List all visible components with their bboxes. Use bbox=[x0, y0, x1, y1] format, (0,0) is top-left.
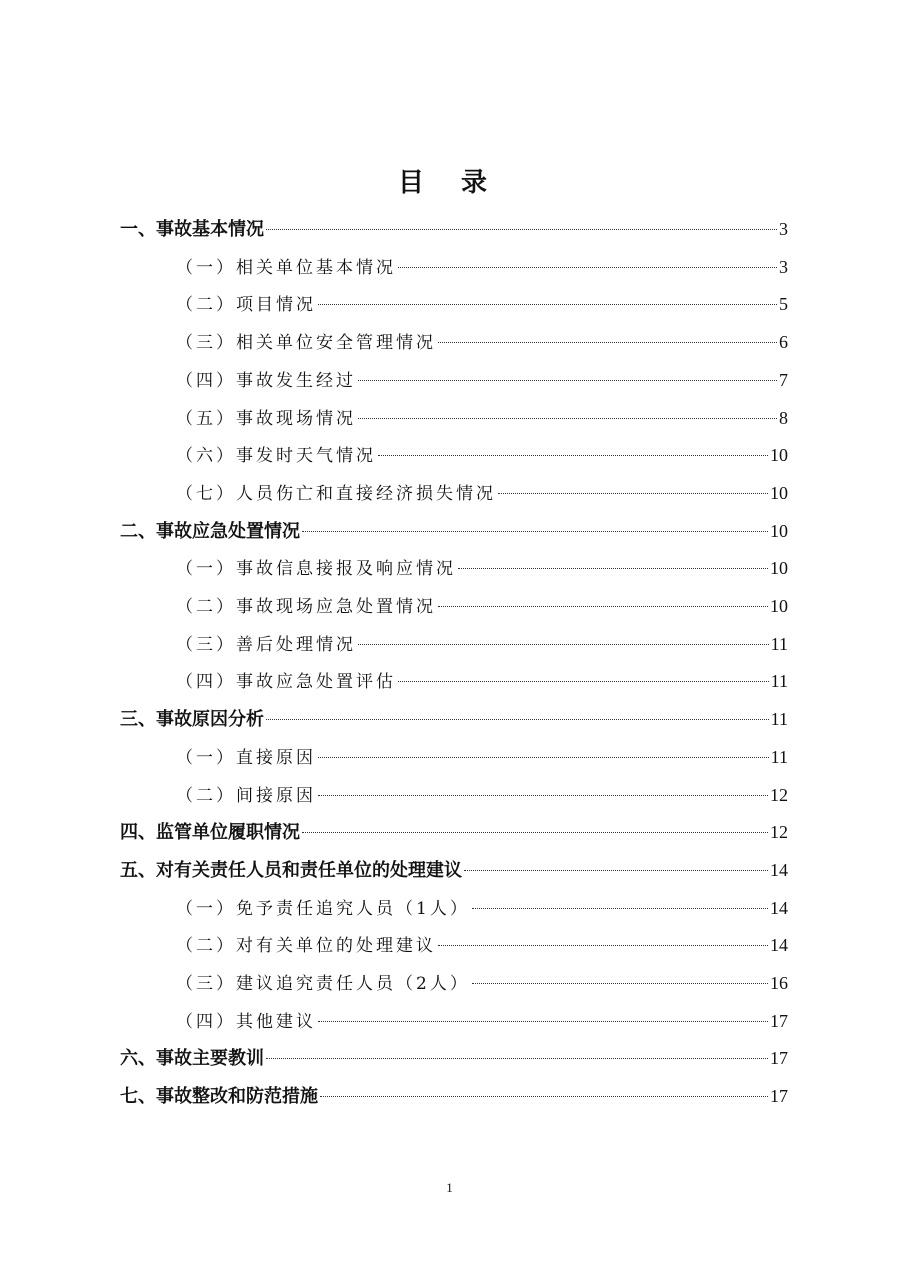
toc-entry-page-number: 8 bbox=[779, 407, 788, 428]
toc-entry-page-number: 3 bbox=[779, 219, 788, 239]
toc-entry-title: （三）相关单位安全管理情况 bbox=[176, 333, 436, 354]
toc-entry-page-number: 10 bbox=[770, 558, 788, 579]
toc-chapter-entry[interactable] bbox=[120, 814, 788, 850]
toc-entry-title: （一）免予责任追究人员（1人） bbox=[176, 898, 470, 919]
toc-dot-leader bbox=[438, 945, 768, 946]
toc-entry-page-number: 17 bbox=[770, 1086, 788, 1107]
toc-chapter-entry[interactable] bbox=[120, 852, 788, 888]
toc-section-entry[interactable] bbox=[176, 965, 788, 1001]
toc-entry-page-number: 14 bbox=[770, 897, 788, 918]
toc-chapter-entry[interactable] bbox=[120, 513, 788, 549]
toc-entry-title: （二）事故现场应急处置情况 bbox=[176, 597, 436, 617]
toc-chapter-entry[interactable] bbox=[120, 701, 788, 737]
toc-entry-title: 五、对有关责任人员和责任单位的处理建议 bbox=[120, 859, 462, 881]
toc-entry-page-number: 11 bbox=[770, 709, 788, 730]
toc-dot-leader bbox=[266, 1058, 768, 1059]
toc-entry-page-number: 10 bbox=[770, 445, 788, 466]
toc-entry-page-number: 11 bbox=[770, 633, 788, 654]
toc-section-entry[interactable] bbox=[176, 324, 788, 360]
toc-section-entry[interactable] bbox=[176, 475, 788, 511]
toc-entry-title: （三）建议追究责任人员（2人） bbox=[176, 974, 470, 994]
toc-dot-leader bbox=[302, 832, 768, 833]
toc-entry-page-number: 7 bbox=[779, 369, 788, 390]
toc-section-entry[interactable] bbox=[176, 286, 788, 322]
toc-section-entry[interactable] bbox=[176, 1003, 788, 1039]
toc-section-entry[interactable] bbox=[176, 400, 788, 436]
toc-entry-title: 二、事故应急处置情况 bbox=[120, 520, 300, 542]
toc-entry-page-number: 17 bbox=[770, 1048, 788, 1069]
toc-dot-leader bbox=[438, 342, 777, 343]
toc-entry-title: （三）善后处理情况 bbox=[176, 634, 356, 655]
toc-section-entry[interactable] bbox=[176, 249, 788, 285]
toc-section-entry[interactable] bbox=[176, 588, 788, 624]
toc-section-entry[interactable] bbox=[176, 437, 788, 473]
toc-dot-leader bbox=[398, 267, 777, 268]
toc-dot-leader bbox=[358, 418, 777, 419]
toc-entry-page-number: 10 bbox=[770, 482, 788, 503]
toc-entry-title: （一）相关单位基本情况 bbox=[176, 257, 396, 278]
toc-entry-title: 三、事故原因分析 bbox=[120, 709, 264, 731]
toc-dot-leader bbox=[318, 304, 777, 305]
toc-dot-leader bbox=[464, 870, 768, 871]
toc-chapter-entry[interactable] bbox=[120, 1040, 788, 1076]
toc-entry-page-number: 10 bbox=[770, 520, 788, 541]
toc-section-entry[interactable] bbox=[176, 890, 788, 926]
toc-entry-page-number: 12 bbox=[770, 784, 788, 805]
toc-dot-leader bbox=[398, 681, 769, 682]
page-number: 1 bbox=[446, 1180, 453, 1195]
toc-dot-leader bbox=[358, 644, 769, 645]
toc-dot-leader bbox=[358, 380, 777, 381]
toc-entry-page-number: 11 bbox=[770, 746, 788, 767]
toc-chapter-entry[interactable] bbox=[120, 211, 788, 247]
toc-entry-page-number: 6 bbox=[779, 332, 788, 353]
toc-dot-leader bbox=[302, 531, 768, 532]
toc-entry-title: 一、事故基本情况 bbox=[120, 219, 264, 240]
toc-dot-leader bbox=[318, 757, 769, 758]
toc-entry-title: 六、事故主要教训 bbox=[120, 1048, 264, 1070]
toc-dot-leader bbox=[472, 983, 768, 984]
toc-entry-page-number: 12 bbox=[770, 822, 788, 843]
toc-dot-leader bbox=[266, 229, 777, 230]
toc-entry-title: 七、事故整改和防范措施 bbox=[120, 1086, 318, 1108]
toc-section-entry[interactable] bbox=[176, 663, 788, 699]
toc-section-entry[interactable] bbox=[176, 927, 788, 963]
toc-entry-title: （七）人员伤亡和直接经济损失情况 bbox=[176, 483, 496, 504]
toc-section-entry[interactable] bbox=[176, 777, 788, 813]
toc-entry-title: （一）直接原因 bbox=[176, 747, 316, 768]
toc-entry-title: （一）事故信息接报及响应情况 bbox=[176, 559, 456, 580]
toc-entry-title: （五）事故现场情况 bbox=[176, 408, 356, 429]
toc-chapter-entry[interactable] bbox=[120, 1078, 788, 1114]
toc-entry-title: 四、监管单位履职情况 bbox=[120, 822, 300, 844]
toc-entry-page-number: 10 bbox=[770, 596, 788, 616]
toc-dot-leader bbox=[320, 1096, 768, 1097]
toc-section-entry[interactable] bbox=[176, 626, 788, 662]
toc-section-entry[interactable] bbox=[176, 550, 788, 586]
toc-section-entry[interactable] bbox=[176, 739, 788, 775]
toc-entry-page-number: 3 bbox=[779, 256, 788, 277]
toc-dot-leader bbox=[472, 908, 768, 909]
toc-dot-leader bbox=[318, 795, 768, 796]
toc-dot-leader bbox=[266, 719, 769, 720]
toc-section-entry[interactable] bbox=[176, 362, 788, 398]
toc-entry-page-number: 5 bbox=[779, 294, 788, 315]
toc-entry-page-number: 16 bbox=[770, 973, 788, 993]
toc-entry-title: （四）其他建议 bbox=[176, 1011, 316, 1032]
toc-dot-leader bbox=[498, 493, 768, 494]
toc-entry-page-number: 11 bbox=[770, 671, 788, 692]
toc-entry-title: （四）事故发生经过 bbox=[176, 370, 356, 391]
page-title: 目 录 bbox=[397, 168, 502, 198]
toc-entry-title: （二）间接原因 bbox=[176, 785, 316, 806]
toc-entry-page-number: 14 bbox=[770, 859, 788, 880]
toc-dot-leader bbox=[378, 455, 768, 456]
toc-dot-leader bbox=[318, 1021, 768, 1022]
toc-dot-leader bbox=[458, 568, 768, 569]
toc-entry-page-number: 14 bbox=[770, 935, 788, 956]
toc-entry-title: （二）项目情况 bbox=[176, 295, 316, 316]
toc-entry-title: （四）事故应急处置评估 bbox=[176, 672, 396, 693]
toc-entry-title: （二）对有关单位的处理建议 bbox=[176, 936, 436, 957]
toc-dot-leader bbox=[438, 606, 768, 607]
toc-entry-page-number: 17 bbox=[770, 1010, 788, 1031]
toc-entry-title: （六）事发时天气情况 bbox=[176, 446, 376, 467]
